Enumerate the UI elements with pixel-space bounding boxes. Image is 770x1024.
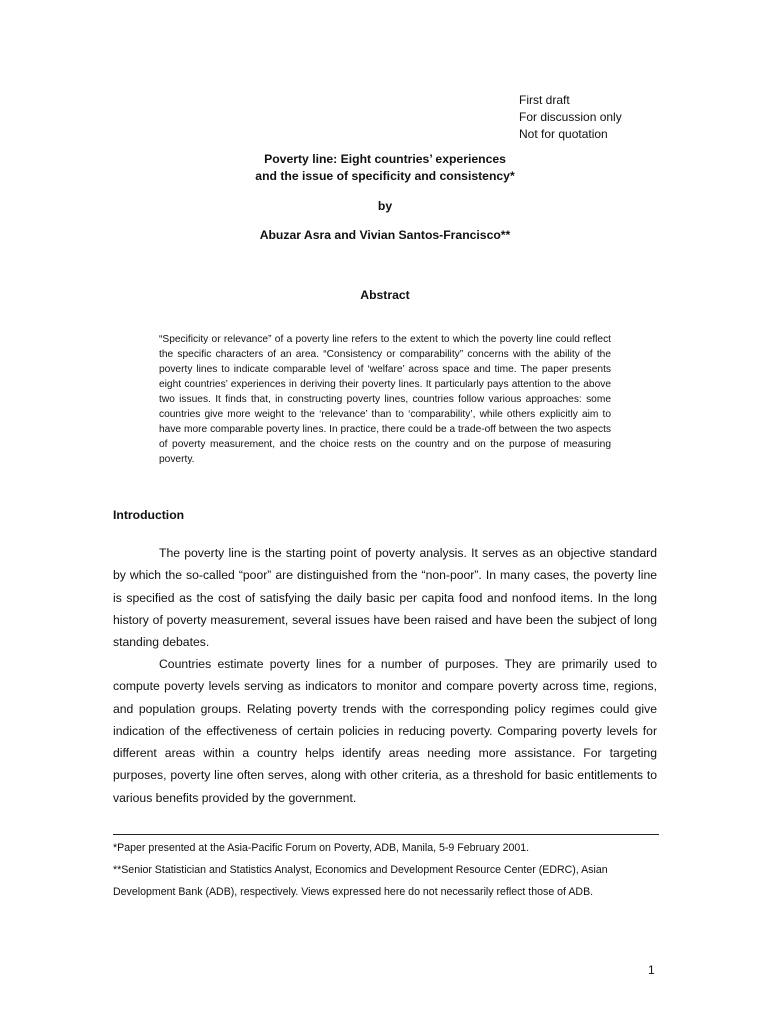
- paper-title: [0, 151, 770, 185]
- footnotes: [113, 837, 659, 903]
- footnote-2-line-2: Development Bank (ADB), respectively. Views expressed here do not necessarily reflect those of ADB.: [113, 886, 594, 898]
- footnote-2-line-1: **Senior Statistician and Statistics Analyst, Economics and Development Resource Center (EDRC), Asian: [113, 864, 608, 876]
- introduction-paragraph-2: [113, 653, 657, 809]
- footnote-1: *Paper presented at the Asia-Pacific Forum on Poverty, ADB, Manila, 5-9 February 2001.: [113, 842, 530, 854]
- authors: Abuzar Asra and Vivian Santos-Francisco**: [259, 228, 511, 242]
- page-number: 1: [648, 963, 655, 977]
- draft-note-line: First draft: [519, 93, 570, 107]
- footnote-divider: [113, 834, 659, 835]
- draft-note-line: Not for quotation: [519, 127, 608, 141]
- introduction-heading: Introduction: [113, 508, 185, 522]
- title-line-1: Poverty line: Eight countries’ experiences: [264, 152, 506, 166]
- draft-note-line: For discussion only: [519, 110, 622, 124]
- title-line-2: and the issue of specificity and consistency*: [255, 169, 515, 183]
- paragraph-text: The poverty line is the starting point of poverty analysis. It serves as an objective standard by which the so-called “poor” are distinguished from the “non-poor”. In many cases, the poverty line is specified as the cost of satisfying the daily basic per capita food and nonfood items. In the long history of poverty measurement, several issues have been raised and have been the subject of long standing debates.: [113, 546, 657, 650]
- by-label: by: [377, 199, 393, 213]
- draft-status-note: [519, 92, 622, 143]
- abstract-heading: Abstract: [360, 288, 410, 302]
- introduction-paragraph-1: [113, 542, 657, 653]
- abstract-text: “Specificity or relevance” of a poverty line refers to the extent to which the poverty line could reflect the specific characters of an area. “Consistency or comparability” concerns with the ability of the poverty lines to indicate comparable level of ‘welfare’ across space and time. The paper presents eight countries’ experiences in deriving their poverty lines. It particularly pays attention to the above two issues. It finds that, in constructing poverty lines, countries follow various approaches: some countries give more weight to the ‘relevance’ than to ‘comparability’, while others explicitly aim to have more comparable poverty lines. In practice, there could be a trade-off between the two aspects of poverty measurement, and the choice rests on the country and on the purpose of measuring poverty.: [159, 334, 611, 465]
- paragraph-text: Countries estimate poverty lines for a number of purposes. They are primarily used to compute poverty levels serving as indicators to monitor and compare poverty across time, regions, and population groups. Relating poverty trends with the corresponding policy regimes could give indication of the effectiveness of certain policies in reducing poverty. Comparing poverty levels for different areas within a country helps identify areas needing more assistance. For targeting purposes, poverty line often serves, along with other criteria, as a threshold for basic entitlements to various benefits provided by the government.: [113, 657, 657, 805]
